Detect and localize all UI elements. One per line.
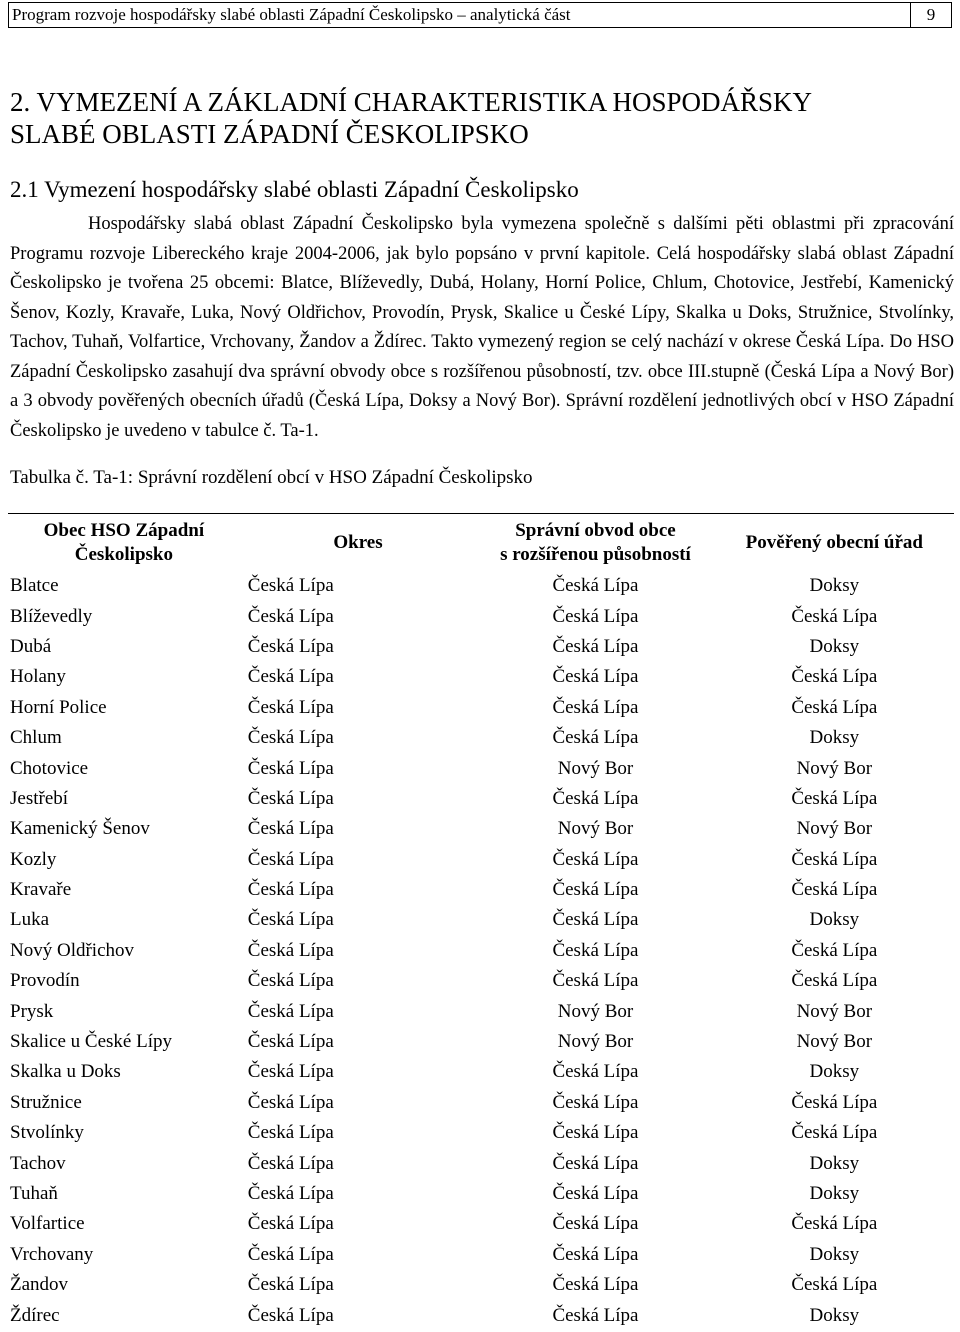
cell-authorized-office: Česká Lípa <box>791 879 878 901</box>
cell-municipality: Ždírec <box>10 1304 60 1326</box>
cell-authorized-office: Česká Lípa <box>791 666 878 688</box>
cell-municipality: Provodín <box>10 970 80 992</box>
cell-extended-municipality: Nový Bor <box>557 757 634 779</box>
chapter-title <box>10 86 940 150</box>
cell-authorized-office: Nový Bor <box>796 1031 873 1053</box>
cell-authorized-office: Doksy <box>809 727 860 749</box>
cell-municipality: Luka <box>10 909 50 931</box>
cell-extended-municipality: Česká Lípa <box>552 787 639 809</box>
cell-authorized-office: Česká Lípa <box>791 970 878 992</box>
cell-extended-municipality: Česká Lípa <box>552 635 639 657</box>
cell-district: Česká Lípa <box>247 1000 334 1022</box>
cell-municipality: Kravaře <box>10 879 72 901</box>
table-row <box>8 875 954 905</box>
cell-authorized-office: Česká Lípa <box>791 1274 878 1296</box>
table-row <box>8 1209 954 1239</box>
table-row <box>8 996 954 1026</box>
page-header <box>8 2 952 28</box>
cell-extended-municipality: Česká Lípa <box>552 1183 639 1204</box>
cell-extended-municipality: Česká Lípa <box>552 1274 639 1296</box>
page-number: 9 <box>910 3 951 27</box>
cell-municipality: Prysk <box>10 1000 54 1022</box>
cell-extended-municipality: Česká Lípa <box>552 1122 639 1144</box>
table-row <box>8 905 954 935</box>
cell-authorized-office: Česká Lípa <box>791 696 878 718</box>
cell-district: Česká Lípa <box>247 1061 334 1083</box>
cell-municipality: Chlum <box>10 727 62 749</box>
column-header-extended-municipality: Správní obvod obce s rozšířenou působností <box>476 514 714 572</box>
cell-municipality: Blatce <box>10 575 59 597</box>
cell-district: Česká Lípa <box>247 939 334 961</box>
cell-district: Česká Lípa <box>247 1304 334 1326</box>
cell-extended-municipality: Česká Lípa <box>552 909 639 931</box>
cell-authorized-office: Doksy <box>809 635 860 657</box>
table-row <box>8 1240 954 1270</box>
cell-authorized-office: Nový Bor <box>796 818 873 840</box>
table-row <box>8 814 954 844</box>
cell-municipality: Chotovice <box>10 757 89 779</box>
cell-extended-municipality: Nový Bor <box>557 1031 634 1053</box>
cell-authorized-office: Doksy <box>809 575 860 597</box>
cell-extended-municipality: Nový Bor <box>557 818 634 840</box>
cell-municipality: Stvolínky <box>10 1122 84 1144</box>
cell-authorized-office: Doksy <box>809 1152 860 1174</box>
cell-district: Česká Lípa <box>247 909 334 931</box>
cell-authorized-office: Česká Lípa <box>791 605 878 627</box>
cell-extended-municipality: Česká Lípa <box>552 666 639 688</box>
cell-district: Česká Lípa <box>247 605 334 627</box>
table-row <box>8 1300 954 1330</box>
cell-district: Česká Lípa <box>247 848 334 870</box>
table-row <box>8 662 954 692</box>
cell-district: Česká Lípa <box>247 757 334 779</box>
table-header-row <box>8 514 954 572</box>
cell-district: Česká Lípa <box>247 879 334 901</box>
cell-municipality: Kozly <box>10 848 57 870</box>
cell-authorized-office: Česká Lípa <box>791 1091 878 1113</box>
cell-authorized-office: Česká Lípa <box>791 1122 878 1144</box>
cell-district: Česká Lípa <box>247 696 334 718</box>
cell-district: Česká Lípa <box>247 818 334 840</box>
table-row <box>8 1057 954 1087</box>
cell-municipality: Tachov <box>10 1152 66 1174</box>
cell-extended-municipality: Česká Lípa <box>552 879 639 901</box>
cell-municipality: Volfartice <box>10 1213 85 1235</box>
cell-municipality: Kamenický Šenov <box>10 818 150 840</box>
municipalities-table <box>8 513 954 1331</box>
table-row <box>8 693 954 723</box>
cell-district: Česká Lípa <box>247 1213 334 1235</box>
table-row <box>8 1027 954 1057</box>
cell-authorized-office: Česká Lípa <box>791 848 878 870</box>
table-row <box>8 1148 954 1178</box>
table-row <box>8 966 954 996</box>
header-title: Program rozvoje hospodářsky slabé oblasti Západní Českolipsko – analytická část <box>12 5 571 24</box>
cell-extended-municipality: Česká Lípa <box>552 1213 639 1235</box>
cell-authorized-office: Doksy <box>809 909 860 931</box>
cell-authorized-office: Česká Lípa <box>791 787 878 809</box>
cell-municipality: Vrchovany <box>10 1243 94 1265</box>
cell-municipality: Stružnice <box>10 1091 82 1113</box>
cell-municipality: Holany <box>10 666 66 688</box>
table-row <box>8 601 954 631</box>
cell-extended-municipality: Česká Lípa <box>552 1061 639 1083</box>
column-header-authorized-office: Pověřený obecní úřad <box>715 514 954 572</box>
table-row <box>8 571 954 601</box>
section-title: 2.1 Vymezení hospodářsky slabé oblasti Západní Českolipsko <box>10 177 579 202</box>
cell-district: Česká Lípa <box>247 1183 334 1204</box>
cell-authorized-office: Doksy <box>809 1183 860 1204</box>
cell-authorized-office: Česká Lípa <box>791 1213 878 1235</box>
cell-district: Česká Lípa <box>247 1152 334 1174</box>
table-row <box>8 723 954 753</box>
column-header-district: Okres <box>240 514 477 572</box>
cell-district: Česká Lípa <box>247 1031 334 1053</box>
cell-district: Česká Lípa <box>247 1122 334 1144</box>
cell-extended-municipality: Česká Lípa <box>552 696 639 718</box>
cell-extended-municipality: Česká Lípa <box>552 605 639 627</box>
cell-authorized-office: Nový Bor <box>796 757 873 779</box>
table-row <box>8 753 954 783</box>
table-row <box>8 784 954 814</box>
cell-extended-municipality: Česká Lípa <box>552 1243 639 1265</box>
cell-extended-municipality: Česká Lípa <box>552 1152 639 1174</box>
cell-municipality: Tuhaň <box>10 1183 58 1204</box>
table-row <box>8 1179 954 1209</box>
cell-municipality: Horní Police <box>10 696 107 718</box>
table-row <box>8 1088 954 1118</box>
cell-extended-municipality: Nový Bor <box>557 1000 634 1022</box>
cell-district: Česká Lípa <box>247 727 334 749</box>
cell-authorized-office: Doksy <box>809 1061 860 1083</box>
table-caption: Tabulka č. Ta-1: Správní rozdělení obcí v HSO Západní Českolipsko <box>10 467 533 488</box>
cell-district: Česká Lípa <box>247 1274 334 1296</box>
body-paragraph: Hospodářsky slabá oblast Západní Českolipsko byla vymezena společně s dalšími pěti oblastmi při zpracování Programu rozvoje Libereckého kraje 2004-2006, jak bylo popsáno v první kapitole. Celá hospodářsky slabá oblast Západní Českolipsko je tvořena 25 obcemi: Blatce, Blíževedly, Dubá, Holany, Horní Police, Chlum, Chotovice, Jestřebí, Kamenický Šenov, Kozly, Kravaře, Luka, Nový Oldřichov, Provodín, Prysk, Skalice u České Lípy, Skalka u Doks, Stružnice, Stvolínky, Tachov, Tuhaň, Volfartice, Vrchovany, Žandov a Ždírec. Takto vymezený region se celý nachází v okrese Česká Lípa. Do HSO Západní Českolipsko zasahují dva správní obvody obce s rozšířenou působností, tzv. obce III.stupně (Česká Lípa a Nový Bor) a 3 obvody pověřených obecních úřadů (Česká Lípa, Doksy a Nový Bor). Správní rozdělení jednotlivých obcí v HSO Západní Českolipsko je uvedeno v tabulce č. Ta-1. <box>10 214 954 441</box>
cell-extended-municipality: Česká Lípa <box>552 1091 639 1113</box>
cell-extended-municipality: Česká Lípa <box>552 727 639 749</box>
table-row <box>8 1270 954 1300</box>
cell-municipality: Skalka u Doks <box>10 1061 121 1083</box>
table-row <box>8 936 954 966</box>
table-row <box>8 632 954 662</box>
cell-extended-municipality: Česká Lípa <box>552 939 639 961</box>
table-body <box>8 571 954 1331</box>
cell-municipality: Nový Oldřichov <box>10 939 135 961</box>
cell-district: Česká Lípa <box>247 635 334 657</box>
cell-authorized-office: Česká Lípa <box>791 939 878 961</box>
cell-district: Česká Lípa <box>247 575 334 597</box>
cell-municipality: Blíževedly <box>10 605 93 627</box>
cell-authorized-office: Doksy <box>809 1243 860 1265</box>
column-header-municipality: Obec HSO Západní Českolipsko <box>8 514 240 572</box>
chapter-title-line-2: SLABÉ OBLASTI ZÁPADNÍ ČESKOLIPSKO <box>10 119 529 149</box>
cell-extended-municipality: Česká Lípa <box>552 970 639 992</box>
cell-authorized-office: Doksy <box>809 1304 860 1326</box>
cell-municipality: Žandov <box>10 1274 69 1296</box>
cell-municipality: Dubá <box>10 635 52 657</box>
table-row <box>8 845 954 875</box>
cell-municipality: Jestřebí <box>10 787 69 809</box>
cell-authorized-office: Nový Bor <box>796 1000 873 1022</box>
cell-district: Česká Lípa <box>247 666 334 688</box>
cell-municipality: Skalice u České Lípy <box>10 1031 172 1053</box>
cell-district: Česká Lípa <box>247 1091 334 1113</box>
table-row <box>8 1118 954 1148</box>
cell-district: Česká Lípa <box>247 787 334 809</box>
cell-district: Česká Lípa <box>247 1243 334 1265</box>
cell-district: Česká Lípa <box>247 970 334 992</box>
cell-extended-municipality: Česká Lípa <box>552 1304 639 1326</box>
cell-extended-municipality: Česká Lípa <box>552 575 639 597</box>
cell-extended-municipality: Česká Lípa <box>552 848 639 870</box>
chapter-title-line-1: 2. VYMEZENÍ A ZÁKLADNÍ CHARAKTERISTIKA HOSPODÁŘSKY <box>10 87 813 117</box>
